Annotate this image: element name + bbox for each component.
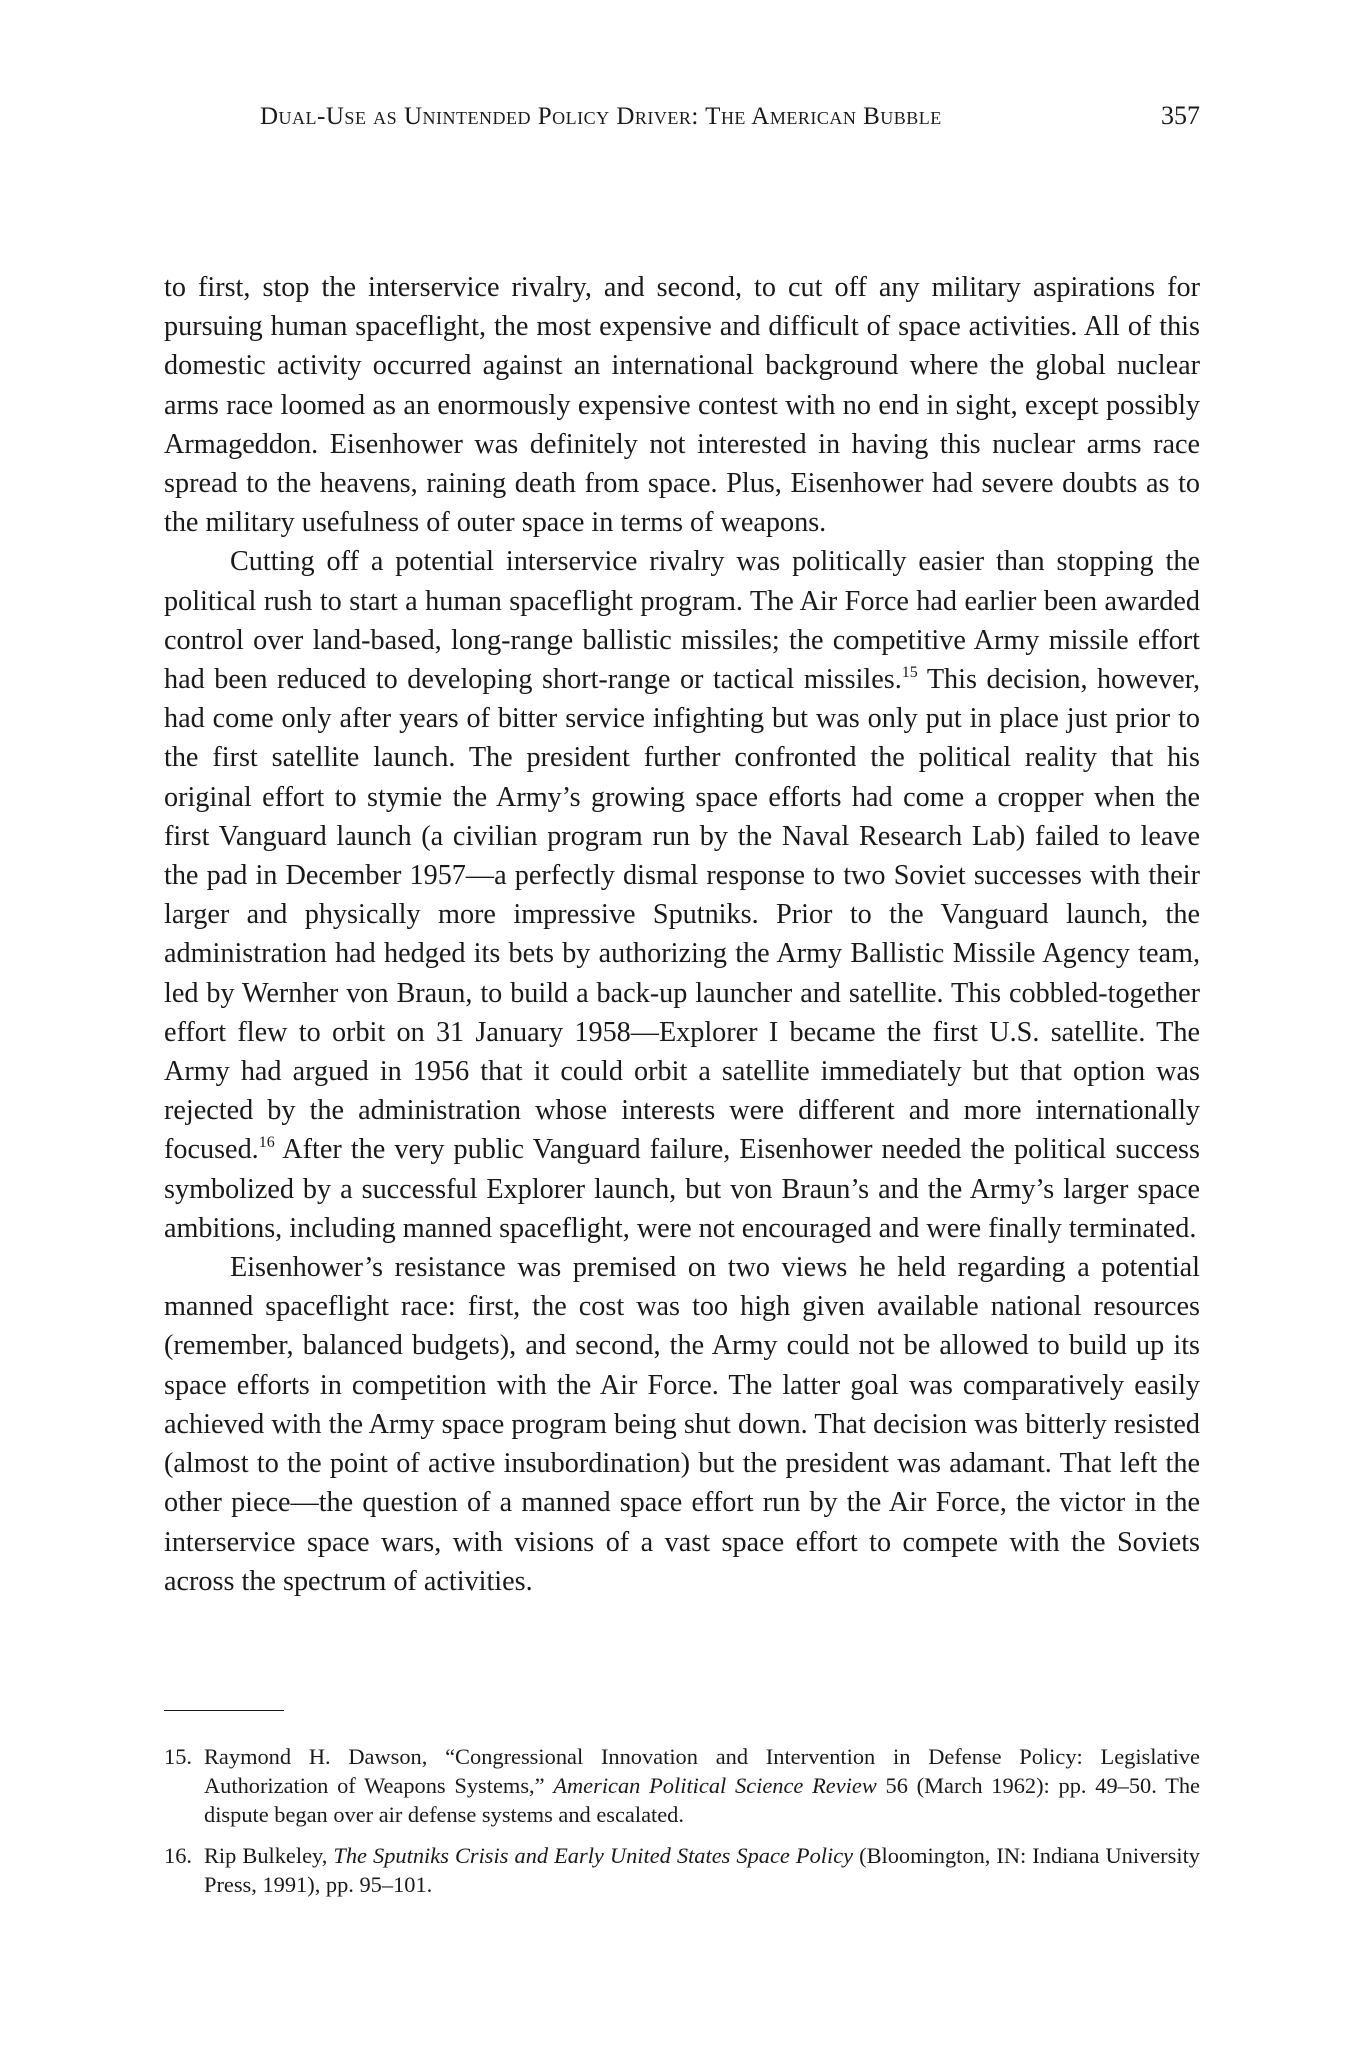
footnote-ref-15[interactable]: 15: [901, 664, 918, 682]
footnote-journal-title: American Political Science Review: [553, 1773, 877, 1798]
footnote-text: [204, 1742, 1200, 1829]
page-number: 357: [1161, 101, 1200, 130]
paragraph-3: Eisenhower’s resistance was premised on two views he held regarding a potential manned spaceflight race: first, the cost was too high given available national resources (remember, balanced budgets), and second, the Army could not be allowed to build up its space efforts in competition with the Air Force. The latter goal was comparatively easily achieved with the Army space program being shut down. That decision was bitterly resisted (almost to the point of active insubordination) but the president was adamant. That left the other piece—the question of a manned space effort run by the Air Force, the victor in the interservice space wars, with visions of a vast space effort to compete with the Soviets across the spectrum of activities.: [164, 1252, 1200, 1597]
paragraph-1: to first, stop the interservice rivalry, and second, to cut off any military aspirations for pursuing human spaceflight, the most expensive and difficult of space activities. All of this domestic activity occurred against an international background where the global nuclear arms race loomed as an enormously expensive contest with no end in sight, except possibly Armageddon. Eisenhower was definitely not interested in having this nuclear arms race spread to the heavens, raining death from space. Plus, Eisenhower had severe doubts as to the military usefulness of outer space in terms of weapons.: [164, 272, 1200, 539]
paragraph-2-part-1: Cutting off a potential interservice rivalry was politically easier than stopping the political rush to start a human spaceflight program. The Air Force had earlier been awarded control over land-based, long-range ballistic missiles; the competitive Army missile effort had been reduced to developing short-range or tactical missiles.: [164, 546, 1200, 696]
footnote-ref-16[interactable]: 16: [258, 1134, 275, 1152]
paragraph-2-part-2: This decision, however, had come only after years of bitter service infighting but was only put in place just prior to the first satellite launch. The president further confronted the political reality that his original effort to stymie the Army’s growing space efforts had come a cropper when the first Vanguard launch (a civilian program run by the Naval Research Lab) failed to leave the pad in December 1957—a perfectly dismal response to two Soviet successes with their larger and physically more impressive Sputniks. Prior to the Vanguard launch, the administration had hedged its bets by authorizing the Army Ballistic Missile Agency team, led by Wernher von Braun, to build a back-up launcher and satellite. This cobbled-together effort flew to orbit on 31 January 1958—Explorer I became the first U.S. satellite. The Army had argued in 1956 that it could orbit a satellite immediately but that option was rejected by the administration whose interests were different and more internationally focused.: [164, 664, 1200, 1166]
footnote-number: 16.: [164, 1843, 192, 1868]
footnote-text: [204, 1841, 1200, 1899]
footnote-text-before: Rip Bulkeley,: [204, 1843, 334, 1868]
footnotes: [164, 1742, 1200, 1911]
footnote-book-title: The Sputniks Crisis and Early United States Space Policy: [333, 1843, 854, 1868]
footnote-15: [164, 1742, 1200, 1829]
running-head: [164, 100, 1200, 133]
footnote-text-after: (Bloomington, IN: Indiana University Press, 1991), pp. 95–101.: [204, 1843, 1200, 1897]
paragraph-2-part-3: After the very public Vanguard failure, Eisenhower needed the political success symbolized by a successful Explorer launch, but von Braun’s and the Army’s larger space ambitions, including manned spaceflight, were not encouraged and were finally terminated.: [164, 1134, 1200, 1244]
running-title: Dual-Use as Unintended Policy Driver: The American Bubble: [260, 103, 942, 130]
footnote-text-before: Raymond H. Dawson, “Congressional Innovation and Intervention in Defense Policy: Legislative Authorization of Weapons Systems,”: [204, 1744, 1200, 1798]
body-text: [164, 268, 1200, 1601]
paragraph-2: [164, 542, 1200, 1248]
footnote-number: 15.: [164, 1744, 192, 1769]
footnote-separator: [164, 1710, 284, 1711]
footnote-text-after: 56 (March 1962): pp. 49–50. The dispute began over air defense systems and escalated.: [204, 1773, 1200, 1827]
footnote-16: [164, 1841, 1200, 1899]
